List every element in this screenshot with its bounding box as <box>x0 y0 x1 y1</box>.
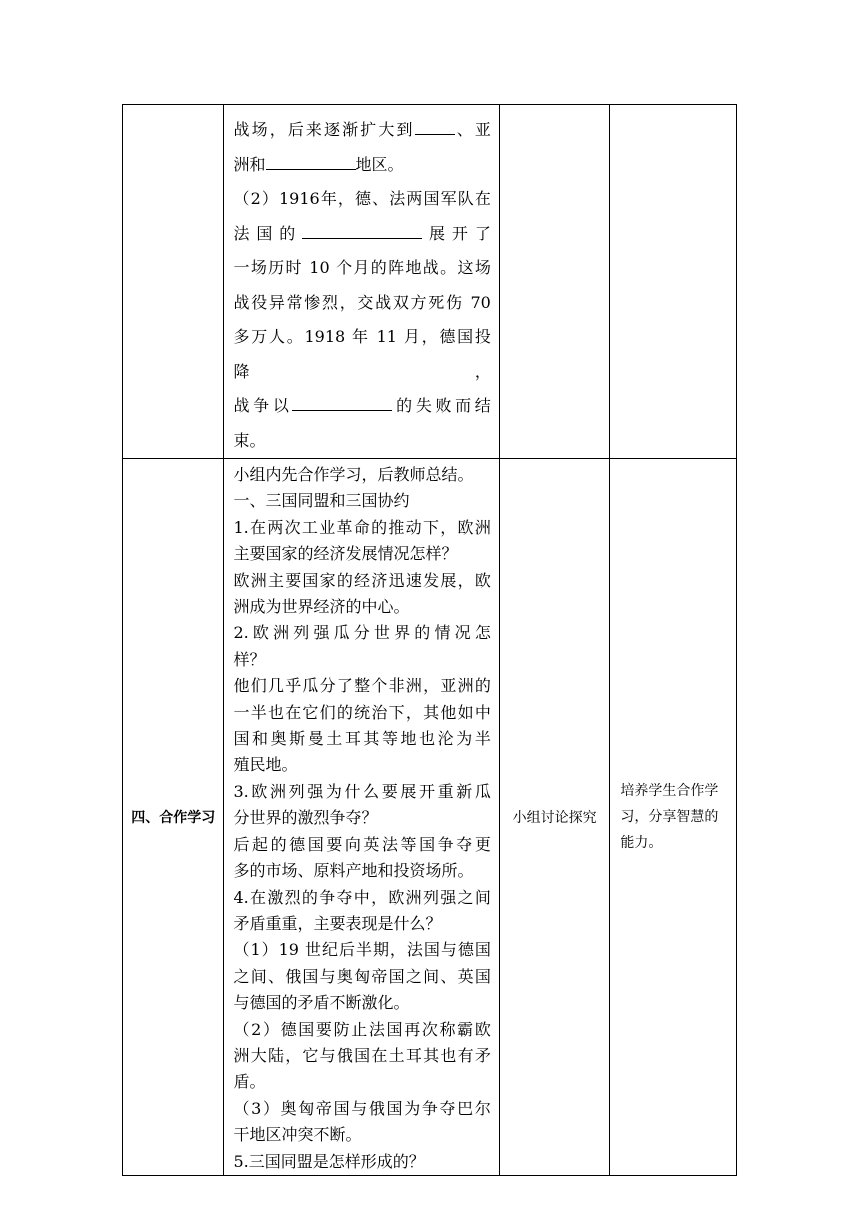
content-line: 盾。 <box>233 1072 266 1092</box>
fill-blank <box>266 152 356 170</box>
content-line: 小组内先合作学习，后教师总结。 <box>233 465 474 484</box>
content-line: （1）19 世纪后半期，法国与德国 <box>233 940 491 960</box>
content-line: 一半也在它们的统治下，其他如中 <box>233 702 491 722</box>
content-line: 1.在两次工业革命的推动下，欧洲 <box>233 517 491 537</box>
content-line: 干地区冲突不断。 <box>233 1125 362 1145</box>
content-cell <box>224 459 499 1176</box>
content-cell <box>224 105 499 459</box>
stage-label: 四、合作学习 <box>123 459 224 1176</box>
content-line: 5.三国同盟是怎样形成的？ <box>233 1151 425 1171</box>
fill-blank <box>302 221 422 239</box>
content-line: 3.欧洲列强为什么要展开重新瓜 <box>233 781 491 801</box>
content-line: 主要国家的经济发展情况怎样？ <box>233 544 458 564</box>
content-line: 之间、俄国与奥匈帝国之间、英国 <box>233 966 491 986</box>
method-label: 小组讨论探究 <box>499 459 610 1176</box>
content-line: 一场历时 10 个月的阵地战。这场 <box>233 258 491 277</box>
content-line: 分世界的激烈争夺？ <box>233 808 378 828</box>
content-line: （2）德国要防止法国再次称霸欧 <box>233 1019 491 1039</box>
table-row <box>123 105 737 459</box>
content-line: 束。 <box>233 430 266 450</box>
content-line: 战争以 的失败而结 <box>233 389 490 424</box>
method-cell-empty <box>499 105 610 459</box>
content-line: 洲和 地区。 <box>233 148 490 183</box>
content-line: （3）奥匈帝国与俄国为争夺巴尔 <box>233 1098 491 1118</box>
content-line: 4.在激烈的争夺中，欧洲列强之间 <box>233 887 491 907</box>
goal-cell <box>610 459 737 1176</box>
content-line: 样？ <box>233 649 266 669</box>
content-line: 洲大陆，它与俄国在土耳其也有矛 <box>233 1045 491 1065</box>
content-line: 后起的德国要向英法等国争夺更 <box>233 834 491 854</box>
fill-blank <box>415 117 455 135</box>
content-line: 一、三国同盟和三国协约 <box>233 491 410 511</box>
content-line: 殖民地。 <box>233 755 298 775</box>
lesson-plan-table <box>122 104 737 1176</box>
content-line: 与德国的矛盾不断激化。 <box>233 993 410 1013</box>
goal-cell-empty <box>610 105 737 459</box>
content-line: 矛盾重重，主要表现是什么？ <box>233 913 442 933</box>
content-line: （2）1916年，德、法两国军队在 <box>233 189 491 208</box>
content-line: 多的市场、原料产地和投资场所。 <box>233 861 474 881</box>
content-line: 欧洲主要国家的经济迅速发展，欧 <box>233 570 491 590</box>
content-line: 国和奥斯曼土耳其等地也沦为半 <box>233 729 491 749</box>
fill-blank <box>292 393 392 411</box>
content-line: 战役异常惨烈，交战双方死伤 70 <box>233 292 491 312</box>
content-line: 战场，后来逐渐扩大到 、亚 <box>233 113 490 148</box>
content-line: 洲成为世界经济的中心。 <box>233 597 410 617</box>
content-line: 法国的 展开了 <box>233 217 490 252</box>
content-line: 他们几乎瓜分了整个非洲，亚洲的 <box>233 676 491 696</box>
content-line: 2.欧洲列强瓜分世界的情况怎 <box>233 623 491 643</box>
table-row <box>123 459 737 1176</box>
stage-cell-empty <box>123 105 224 459</box>
content-line: 多万人。1918 年 11 月，德国投降， <box>233 327 491 381</box>
goal-text: 培养学生合作学习，分享智慧的能力。 <box>620 782 719 851</box>
